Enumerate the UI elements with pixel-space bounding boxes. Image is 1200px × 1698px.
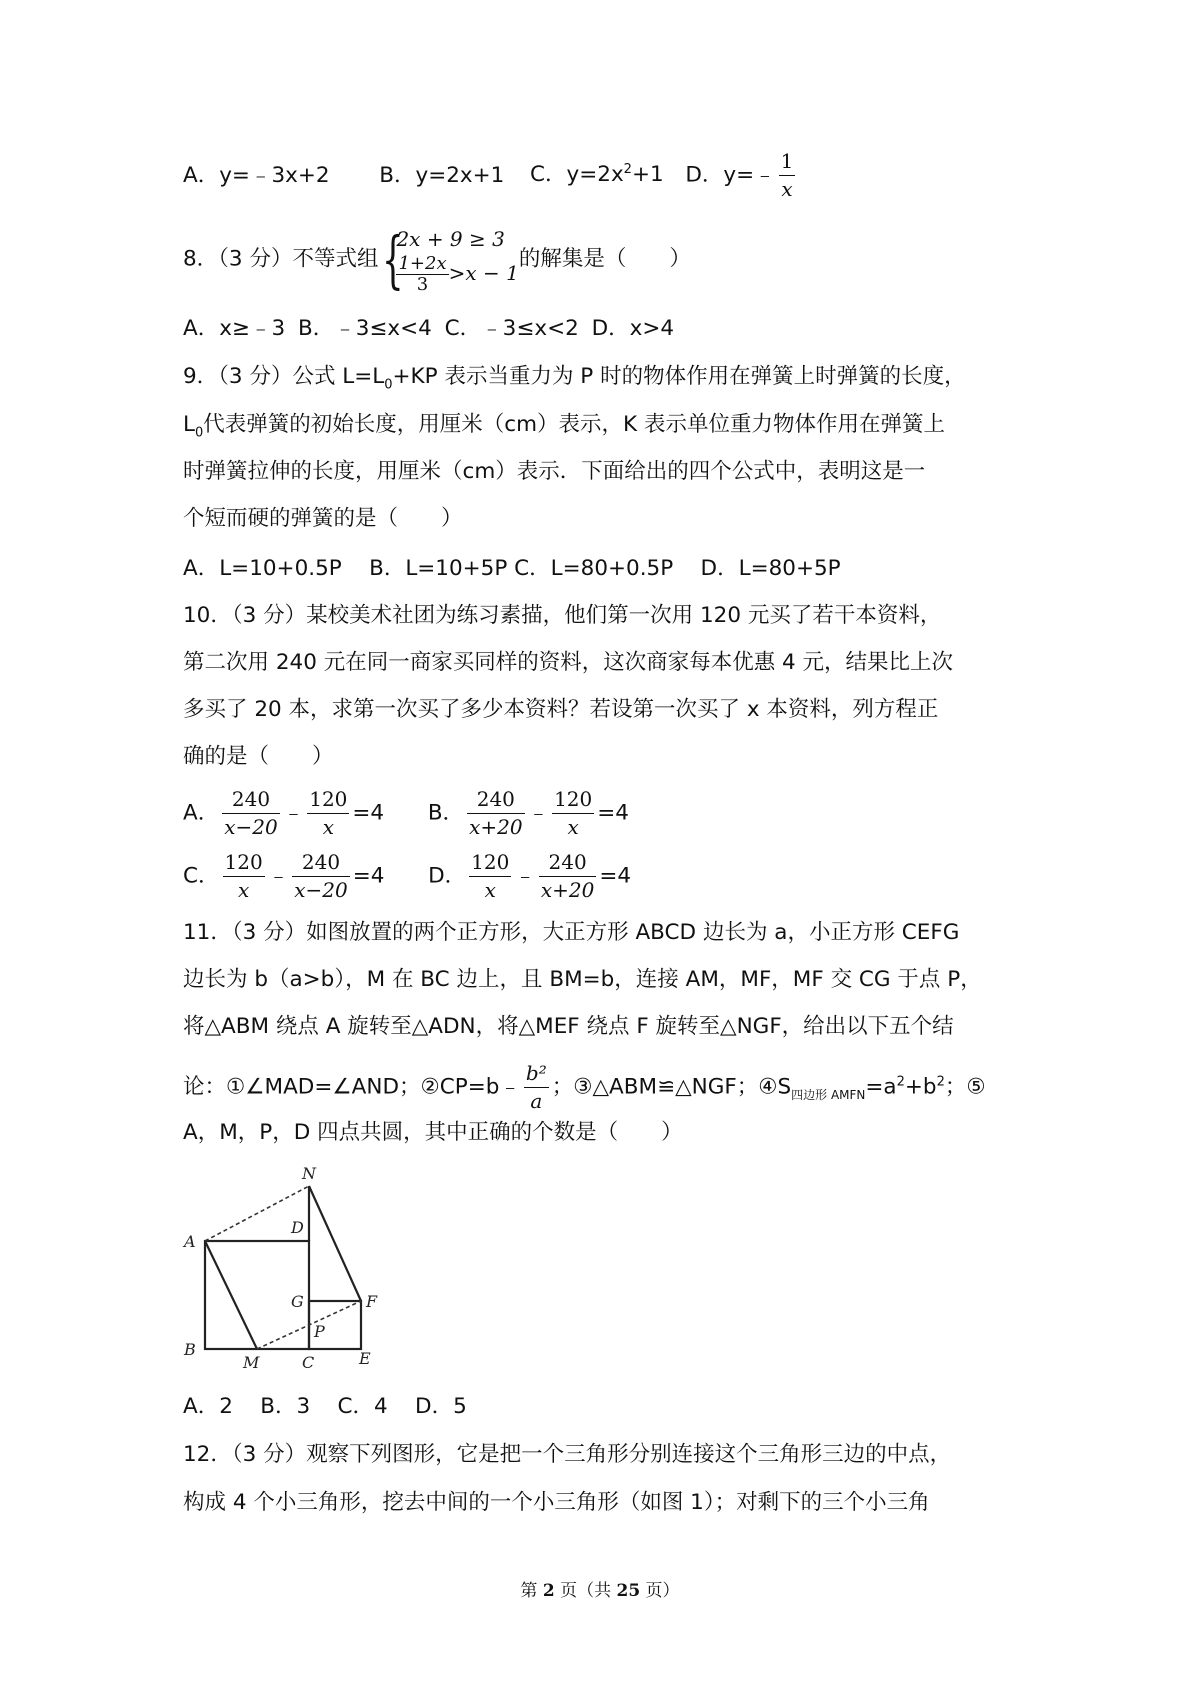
q9-line-3: 时弹簧拉伸的长度，用厘米（cm）表示．下面给出的四个公式中，表明这是一: [183, 459, 926, 484]
q11-line-2: 边长为 b（a>b），M 在 BC 边上，且 BM=b，连接 AM，MF，MF 交 CG 于点 P，: [183, 967, 982, 992]
q11-options: A．2 B．3 C．4 D．5: [183, 1394, 467, 1419]
label-m: M: [243, 1353, 260, 1371]
q8-stem: 8．（3 分）不等式组 { 2x + 9 ≥ 3 $\frac{1+2x}{3}$ >x − 1 的解集是（ ）: [183, 222, 691, 296]
label-g: G: [291, 1292, 304, 1311]
label-f: F: [366, 1292, 378, 1311]
q10-options-row-1: A． $\frac{240}{x-20}$ ﹣ $\frac{120}{x}$ =4 B． $\frac{240}{x+20}$ ﹣ $\frac{120}{x}$ =4: [183, 787, 629, 839]
q7-option-c: C．$y=2x^2+1$: [530, 162, 664, 188]
label-b: B: [184, 1340, 196, 1359]
fraction: $\frac{1}{x}$: [780, 149, 794, 201]
q12-line-2: 构成 4 个小三角形，挖去中间的一个小三角形（如图 1）；对剩下的三个小三角: [183, 1490, 930, 1515]
figure-dashed-lines: [205, 1186, 361, 1349]
segment-am: [205, 1241, 257, 1349]
q9-line-1: 9．（3 分）公式 $L=L_0+KP$ 表示当重力为 P 时的物体作用在弹簧上时弹簧的长度，: [183, 364, 966, 393]
brace: {: [382, 222, 405, 296]
q11-line-4: 论：①∠MAD=∠AND；②CP=b﹣ $\frac{\text{b²}}{a}$ ；③△ABM≌△NGF；$④S_{四边形 AMFN}=a^2+b^2$；⑤: [183, 1061, 986, 1113]
figure-solid-lines: [205, 1186, 361, 1349]
segment-nf: [309, 1186, 361, 1301]
label-a: A: [184, 1232, 196, 1251]
q9-line-2: $L_0$代表弹簧的初始长度，用厘米（cm）表示，K 表示单位重力物体作用在弹簧上: [183, 412, 945, 441]
q11-line-1: 11．（3 分）如图放置的两个正方形，大正方形 ABCD 边长为 a，小正方形 CEFG: [183, 920, 960, 945]
q7-option-d: D．y=﹣ $\frac{1}{x}$: [685, 149, 794, 201]
q11-line-5: A，M，P，D 四点共圆，其中正确的个数是（ ）: [183, 1120, 683, 1145]
page-footer: 第 2 页（共 25 页）: [520, 1581, 680, 1601]
q7-options: [183, 148, 798, 203]
total-pages: 25: [616, 1581, 641, 1601]
q9-options: A．L=10+0.5P B．L=10+5P C．L=80+0.5P D．L=80+5P: [183, 556, 841, 581]
current-page-number: 2: [542, 1581, 555, 1601]
q10-line-2: 第二次用 240 元在同一商家买同样的资料，这次商家每本优惠 4 元，结果比上次: [183, 650, 954, 675]
q10-line-1: 10．（3 分）某校美术社团为练习素描，他们第一次用 120 元买了若干本资料，: [183, 603, 942, 628]
q8-options: A．x≥﹣3 B．﹣3≤x<4 C．﹣3≤x<2 D．x>4: [183, 316, 675, 341]
q7-option-b: B．y=2x+1: [379, 162, 505, 188]
q7-option-a: A．y=﹣3x+2: [183, 162, 330, 188]
q11-line-3: 将△ABM 绕点 A 旋转至△ADN，将△MEF 绕点 F 旋转至△NGF，给出以下五个结: [183, 1014, 954, 1039]
q12-line-1: 12．（3 分）观察下列图形，它是把一个三角形分别连接这个三角形三边的中点，: [183, 1442, 952, 1467]
squares-geometry-figure: [176, 1161, 406, 1371]
label-c: C: [302, 1353, 315, 1371]
label-d: D: [291, 1218, 304, 1237]
q10-line-3: 多买了 20 本，求第一次买了多少本资料？若设第一次买了 x 本资料，列方程正: [183, 697, 939, 722]
label-n: N: [302, 1164, 316, 1183]
q10-options-row-2: C． $\frac{120}{x}$ ﹣ $\frac{240}{x-20}$ =4 D． $\frac{120}{x}$ ﹣ $\frac{240}{x+20}$ =4: [183, 850, 632, 902]
label-p: P: [314, 1322, 325, 1341]
q10-line-4: 确的是（ ）: [183, 744, 334, 769]
figure-labels: [182, 1164, 378, 1371]
q9-line-4: 个短而硬的弹簧的是（ ）: [183, 506, 463, 531]
inequality-system: { 2x + 9 ≥ 3 $\frac{1+2x}{3}$ >x − 1: [382, 222, 519, 296]
label-e: E: [359, 1349, 371, 1368]
